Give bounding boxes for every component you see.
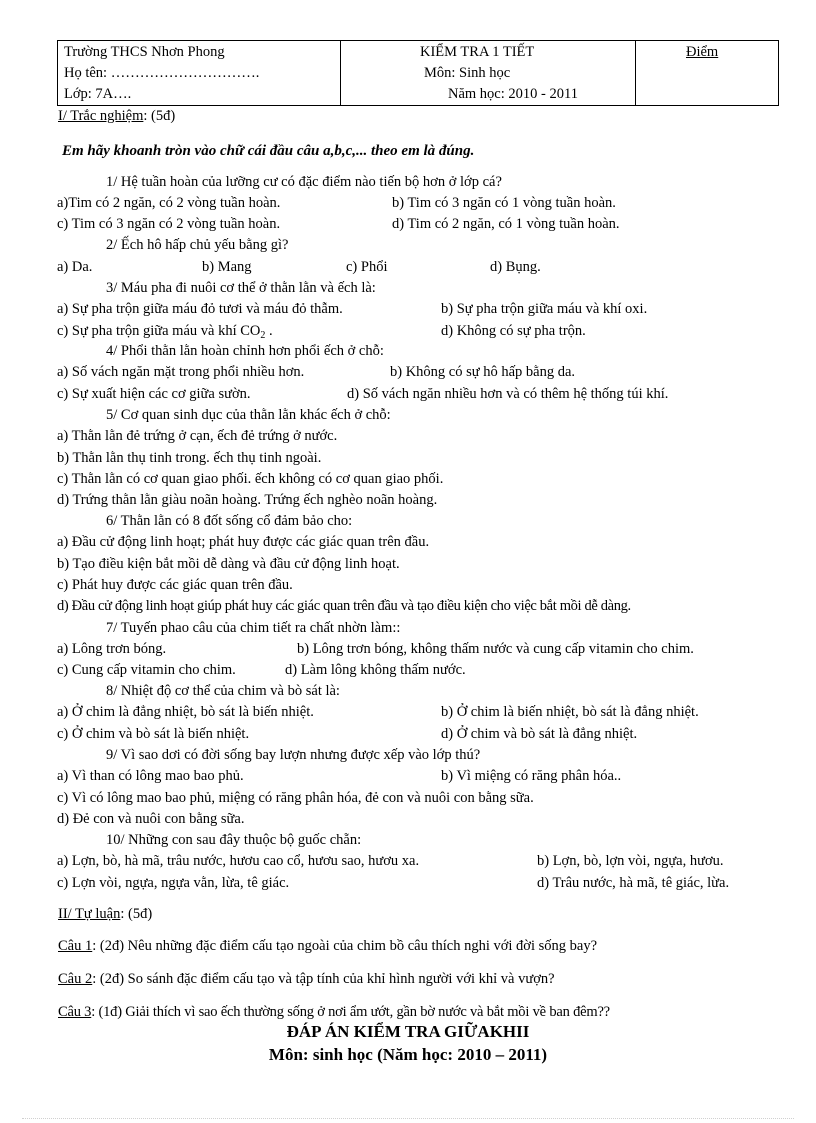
q2-option-b: b) Mang bbox=[202, 259, 252, 275]
essay-q1-text: : (2đ) Nêu những đặc điểm cấu tạo ngoài của chim bồ câu thích nghi với đời sống bay? bbox=[92, 938, 598, 954]
q5-option-d: d) Trứng thằn lằn giàu noãn hoàng. Trứng ếch nghèo noãn hoàng. bbox=[57, 492, 438, 508]
section1-title: I/ Trắc nghiệm bbox=[58, 108, 144, 124]
question-1: 1/ Hệ tuần hoàn của lưỡng cư có đặc điểm nào tiến bộ hơn ở lớp cá? bbox=[106, 174, 502, 190]
q7-option-d: d) Làm lông không thấm nước. bbox=[285, 662, 466, 678]
q6-option-d: d) Đầu cử động linh hoạt giúp phát huy các giác quan trên đầu và tạo điều kiện cho việc bắt mồi dễ dàng. bbox=[57, 598, 631, 614]
essay-q1-label: Câu 1 bbox=[58, 938, 93, 954]
q7-option-b: b) Lông trơn bóng, không thấm nước và cung cấp vitamin cho chim. bbox=[297, 641, 694, 657]
q9-option-c: c) Vì có lông mao bao phủ, miệng có răng phân hóa, đẻ con và nuôi con bằng sữa. bbox=[57, 790, 534, 806]
q7-option-a: a) Lông trơn bóng. bbox=[57, 641, 167, 657]
q1-option-c: c) Tim có 3 ngăn có 2 vòng tuần hoàn. bbox=[57, 216, 281, 232]
q3-option-c-text: c) Sự pha trộn giữa máu và khí CO bbox=[57, 323, 261, 339]
exam-subject: Môn: Sinh học bbox=[424, 65, 511, 81]
section1-points: : (5đ) bbox=[143, 108, 176, 124]
q10-option-d: d) Trâu nước, hà mã, tê giác, lừa. bbox=[537, 875, 730, 891]
question-2: 2/ Ếch hô hấp chủ yếu bằng gì? bbox=[106, 237, 289, 253]
exam-title: KIỂM TRA 1 TIẾT bbox=[420, 44, 535, 60]
question-6: 6/ Thằn lằn có 8 đốt sống cổ đảm bảo cho: bbox=[106, 513, 353, 529]
class-field: Lớp: 7A…. bbox=[64, 86, 132, 102]
q8-option-c: c) Ở chim và bò sát là biến nhiệt. bbox=[57, 726, 250, 742]
header-table bbox=[57, 40, 779, 106]
q5-option-a: a) Thằn lằn đẻ trứng ở cạn, ếch đẻ trứng ở nước. bbox=[57, 428, 338, 444]
q6-option-c: c) Phát huy được các giác quan trên đầu. bbox=[57, 577, 293, 593]
q10-option-a: a) Lợn, bò, hà mã, trâu nước, hươu cao cổ, hươu sao, hươu xa. bbox=[57, 853, 420, 869]
q9-option-d: d) Đẻ con và nuôi con bằng sữa. bbox=[57, 811, 245, 827]
q8-option-a: a) Ở chim là đẳng nhiệt, bò sát là biến nhiệt. bbox=[57, 704, 314, 720]
essay-question-2 bbox=[58, 970, 555, 988]
question-4: 4/ Phổi thằn lằn hoàn chỉnh hơn phổi ếch ở chỗ: bbox=[106, 343, 384, 359]
q4-option-d: d) Số vách ngăn nhiều hơn và có thêm hệ thống túi khí. bbox=[347, 386, 669, 402]
section2-points: : (5đ) bbox=[120, 906, 153, 922]
q10-option-c: c) Lợn vòi, ngựa, ngựa vằn, lừa, tê giác. bbox=[57, 875, 290, 891]
q2-option-d: d) Bụng. bbox=[490, 259, 541, 275]
score-label: Điểm bbox=[686, 44, 719, 60]
essay-q3-text: : (1đ) Giải thích vì sao ếch thường sống ở nơi ẩm ướt, gần bờ nước và bắt mồi về ban đêm?? bbox=[91, 1004, 610, 1020]
section2-title: II/ Tự luận bbox=[58, 906, 121, 922]
q1-option-d: d) Tim có 2 ngăn, có 1 vòng tuần hoàn. bbox=[392, 216, 620, 232]
question-7: 7/ Tuyến phao câu của chim tiết ra chất nhờn làm:: bbox=[106, 620, 401, 636]
exam-info-cell bbox=[340, 41, 636, 105]
essay-q3-label: Câu 3 bbox=[58, 1004, 92, 1020]
score-cell bbox=[635, 41, 778, 105]
school-name: Trường THCS Nhơn Phong bbox=[64, 44, 225, 60]
answer-key-subtitle: Môn: sinh học (Năm học: 2010 – 2011) bbox=[268, 1045, 548, 1064]
q5-option-b: b) Thằn lằn thụ tinh trong. ếch thụ tinh ngoài. bbox=[57, 450, 322, 466]
page-bottom-divider bbox=[22, 1118, 794, 1119]
question-5: 5/ Cơ quan sinh dục của thằn lằn khác ếch ở chỗ: bbox=[106, 407, 391, 423]
question-10: 10/ Những con sau đây thuộc bộ guốc chẵn: bbox=[106, 832, 362, 848]
student-info-cell bbox=[58, 41, 341, 105]
q3-option-d: d) Không có sự pha trộn. bbox=[441, 323, 586, 339]
answer-key-title: ĐÁP ÁN KIỂM TRA GIỮAKHII bbox=[286, 1022, 530, 1041]
q3-option-a: a) Sự pha trộn giữa máu đỏ tươi và máu đỏ thẫm. bbox=[57, 301, 343, 317]
q4-option-b: b) Không có sự hô hấp bằng da. bbox=[390, 364, 576, 380]
q6-option-b: b) Tạo điều kiện bắt mồi dễ dàng và đầu cử động linh hoạt. bbox=[57, 556, 400, 572]
q8-option-b: b) Ở chim là biến nhiệt, bò sát là đẳng nhiệt. bbox=[441, 704, 699, 720]
q8-option-d: d) Ở chim và bò sát là đẳng nhiệt. bbox=[441, 726, 638, 742]
q2-option-a: a) Da. bbox=[57, 259, 93, 275]
essay-q2-text: : (2đ) So sánh đặc điểm cấu tạo và tập tính của khỉ hình người với khỉ và vượn? bbox=[92, 971, 555, 987]
student-name-field: Họ tên: …………………………. bbox=[64, 65, 260, 81]
q4-option-a: a) Số vách ngăn mặt trong phổi nhiều hơn. bbox=[57, 364, 305, 380]
q5-option-c: c) Thằn lằn có cơ quan giao phối. ếch không có cơ quan giao phối. bbox=[57, 471, 444, 487]
q6-option-a: a) Đầu cử động linh hoạt; phát huy được các giác quan trên đầu. bbox=[57, 534, 430, 550]
q3-option-c-end: . bbox=[265, 323, 273, 339]
question-3: 3/ Máu pha đi nuôi cơ thể ở thằn lằn và ếch là: bbox=[106, 280, 376, 296]
essay-q2-label: Câu 2 bbox=[58, 971, 93, 987]
q1-option-a: a)Tim có 2 ngăn, có 2 vòng tuần hoàn. bbox=[57, 195, 281, 211]
q3-option-c bbox=[57, 322, 273, 340]
q1-option-b: b) Tim có 3 ngăn có 1 vòng tuần hoàn. bbox=[392, 195, 616, 211]
section2-heading bbox=[58, 905, 152, 923]
essay-question-1 bbox=[58, 937, 597, 955]
q2-option-c: c) Phổi bbox=[346, 259, 388, 275]
essay-question-3 bbox=[58, 1003, 610, 1021]
section1-heading bbox=[58, 107, 175, 125]
q7-option-c: c) Cung cấp vitamin cho chim. bbox=[57, 662, 236, 678]
q4-option-c: c) Sự xuất hiện các cơ giữa sườn. bbox=[57, 386, 251, 402]
q9-option-b: b) Vì miệng có răng phân hóa.. bbox=[441, 768, 622, 784]
section1-instruction: Em hãy khoanh tròn vào chữ cái đầu câu a,b,c,... theo em là đúng. bbox=[62, 143, 475, 159]
question-9: 9/ Vì sao dơi có đời sống bay lượn nhưng được xếp vào lớp thú? bbox=[106, 747, 481, 763]
q10-option-b: b) Lợn, bò, lợn vòi, ngựa, hươu. bbox=[537, 853, 724, 869]
school-year: Năm học: 2010 - 2011 bbox=[448, 86, 578, 102]
q9-option-a: a) Vì than có lông mao bao phủ. bbox=[57, 768, 244, 784]
q3-option-b: b) Sự pha trộn giữa máu và khí oxi. bbox=[441, 301, 648, 317]
q3-option-c-subscript: 2 bbox=[260, 330, 266, 341]
question-8: 8/ Nhiệt độ cơ thể của chim và bò sát là: bbox=[106, 683, 340, 699]
